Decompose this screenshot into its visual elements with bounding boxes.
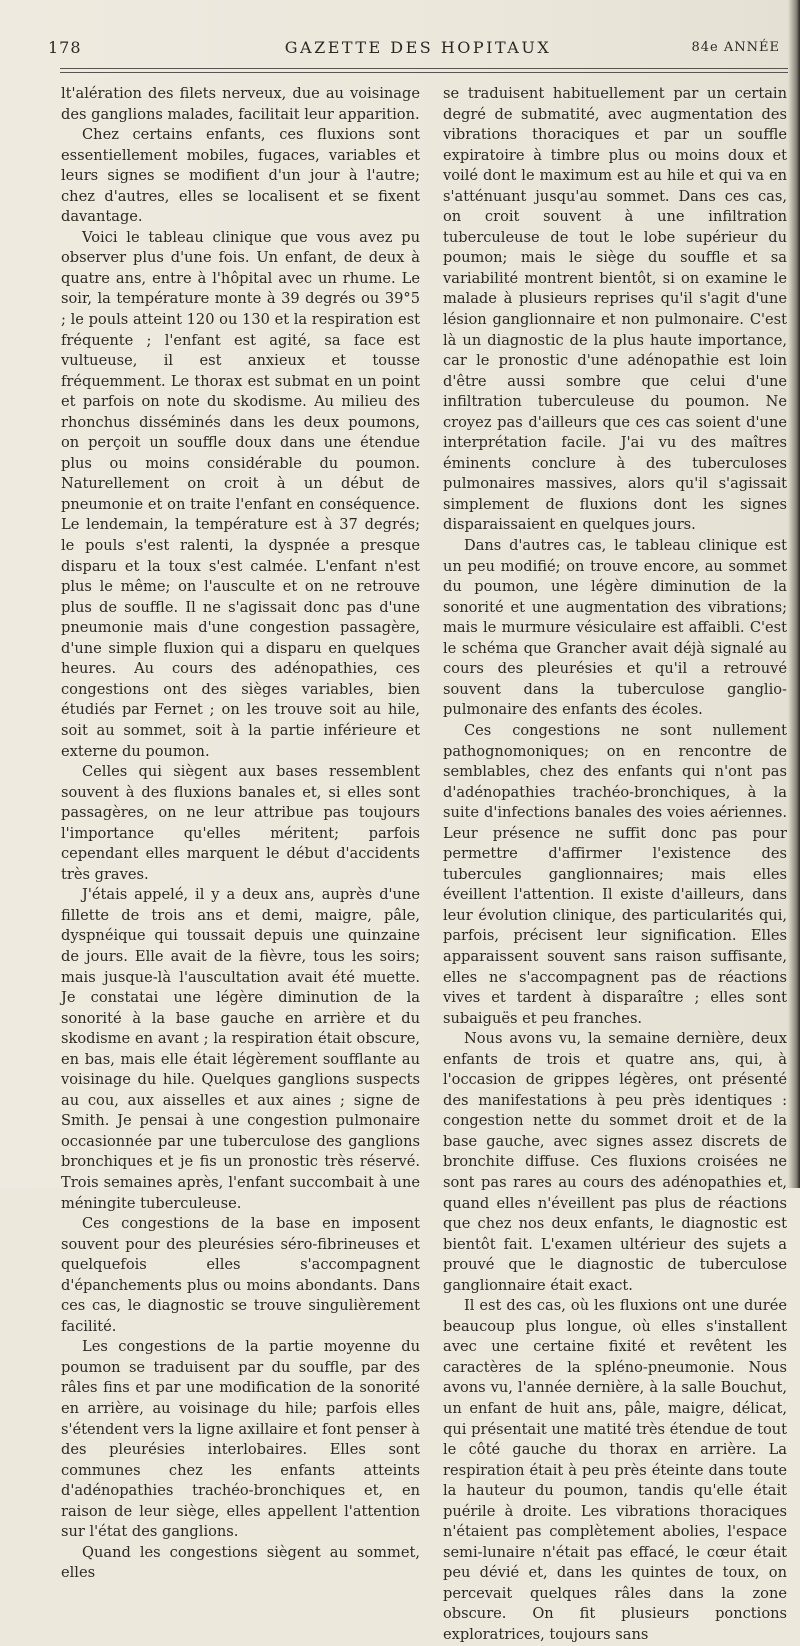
page-header	[48, 38, 788, 62]
journal-title: GAZETTE DES HOPITAUX	[284, 38, 552, 57]
paragraph: Dans d'autres cas, le tableau clinique est un peu modifié; on trouve encore, au sommet du poumon, une légère diminution de la sonorité et une augmentation des vibrations; mais le murmure vésiculaire est affaibli. C'est le schéma que Grancher avait déjà signalé au cours des pleurésies et qu'il a retrouvé souvent dans la tuberculose ganglio-pulmonaire des enfants des écoles.	[443, 537, 787, 719]
paragraph: Nous avons vu, la semaine dernière, deux enfants de trois et quatre ans, qui, à l'occasion de grippes légères, ont présenté des manifestations à peu près identiques : congestion nette du sommet droit et de la base gauche, avec signes assez discrets de bronchite diffuse. Ces fluxions croisées ne sont pas rares au cours des adénopathies et, quand elles n'éveillent pas plus de réactions que chez nos deux enfants, le diagnostic est bientôt fait. L'examen ultérieur des sujets a prouvé que le diagnostic de tuberculose ganglionnaire était exact.	[443, 1030, 787, 1294]
paragraph: Celles qui siègent aux bases ressemblent souvent à des fluxions banales et, si elles sont passagères, on ne leur attribue pas toujours l'importance qu'elles méritent; parfois cependant elles marquent le début d'accidents très graves.	[61, 763, 420, 883]
left-column	[61, 84, 420, 1584]
page-number: 178	[48, 38, 82, 57]
header-rule-bottom	[60, 72, 788, 73]
paragraph: Il est des cas, où les fluxions ont une durée beaucoup plus longue, où elles s'installent avec une certaine fixité et revêtent les caractères de la spléno-pneumonie. Nous avons vu, l'année dernière, à la salle Bouchut, un enfant de huit ans, pâle, maigre, délicat, qui présentait une matité très étendue de tout le côté gauche du thorax en arrière. La respiration était à peu près éteinte dans toute la hauteur du poumon, tandis qu'elle était puérile à droite. Les vibrations thoraciques n'étaient pas complètement abolies, l'espace semi-lunaire n'était pas effacé, le cœur était peu dévié et, dans les quintes de toux, on percevait quelques râles dans la zone obscure. On fit plusieurs ponctions exploratrices, toujours sans	[443, 1297, 787, 1644]
right-column	[443, 84, 787, 1646]
page-edge-shadow	[788, 0, 800, 1188]
paragraph: Les congestions de la partie moyenne du poumon se traduisent par du souffle, par des râles fins et par une modification de la sonorité en arrière, au voisinage du hile; parfois elles s'étendent vers la ligne axillaire et font penser à des pleurésies interlobaires. Elles sont communes chez les enfants atteints d'adénopathies trachéo-bronchiques et, en raison de leur siège, elles appellent l'attention sur l'état des ganglions.	[61, 1338, 420, 1541]
paragraph: Ces congestions de la base en imposent souvent pour des pleurésies séro-fibrineuses et quelquefois elles s'accompagnent d'épanchements plus ou moins abondants. Dans ces cas, le diagnostic se trouve singulièrement facilité.	[61, 1215, 420, 1335]
paragraph: Ces congestions ne sont nullement pathognomoniques; on en rencontre de semblables, chez des enfants qui n'ont pas d'adénopathies trachéo-bronchiques, à la suite d'infections banales des voies aériennes. Leur présence ne suffit donc pas pour permettre d'affirmer l'existence des tubercules ganglionnaires; mais elles éveillent l'attention. Il existe d'ailleurs, dans leur évolution clinique, des particularités qui, parfois, précisent leur signification. Elles apparaissent souvent sans raison suffisante, elles ne s'accompagnent pas de réactions vives et tardent à disparaître ; elles sont subaiguës et peu franches.	[443, 721, 787, 1027]
year-label: 84e ANNÉE	[691, 40, 780, 55]
paragraph: Chez certains enfants, ces fluxions sont essentiellement mobiles, fugaces, variables et leurs signes se modifient d'un jour à l'autre; chez d'autres, elles se localisent et se fixent davantage.	[61, 126, 420, 226]
paragraph: J'étais appelé, il y a deux ans, auprès d'une fillette de trois ans et demi, maigre, pâle, dyspnéique qui toussait depuis une quinzaine de jours. Elle avait de la fièvre, tous les soirs; mais jusque-là l'auscultation avait été muette. Je constatai une légère diminution de la sonorité à la base gauche en arrière et du skodisme en avant ; la respiration était obscure, en bas, mais elle était légèrement soufflante au voisinage du hile. Quelques ganglions suspects au cou, aux aisselles et aux aines ; signe de Smith. Je pensai à une congestion pulmonaire occasionnée par une tuberculose des ganglions bronchiques et je fis un pronostic très réservé. Trois semaines après, l'enfant succombait à une méningite tuberculeuse.	[61, 886, 420, 1212]
paragraph: Voici le tableau clinique que vous avez pu observer plus d'une fois. Un enfant, de deux à quatre ans, entre à l'hôpital avec un rhume. Le soir, la température monte à 39 degrés ou 39°5 ; le pouls atteint 120 ou 130 et la respiration est fréquente ; l'enfant est agité, sa face est vultueuse, il est anxieux et tousse fréquemment. Le thorax est submat en un point et parfois on note du skodisme. Au milieu des rhonchus disséminés dans les deux poumons, on perçoit un souffle doux dans une étendue plus ou moins considérable du poumon. Naturellement on croit à un début de pneumonie et on traite l'enfant en conséquence. Le lendemain, la température est à 37 degrés; le pouls s'est ralenti, la dyspnée a presque disparu et la toux s'est calmée. L'enfant n'est plus le même; on l'ausculte et on ne retrouve plus de souffle. Il ne s'agissait donc pas d'une pneumonie mais d'une congestion passagère, d'une simple fluxion qui a disparu en quelques heures. Au cours des adénopathies, ces congestions ont des sièges variables, bien étudiés par Fernet ; on les trouve soit au hile, soit au sommet, soit à la partie inférieure et externe du poumon.	[61, 228, 420, 760]
header-rule-top	[60, 68, 788, 69]
paragraph: se traduisent habituellement par un certain degré de submatité, avec augmentation des vibrations thoraciques et par un souffle expiratoire à timbre plus ou moins doux et voilé dont le maximum est au hile et qui va en s'atténuant jusqu'au sommet. Dans ces cas, on croit souvent à une infiltration tuberculeuse de tout le lobe supérieur du poumon; mais le siège du souffle et sa variabilité montrent bientôt, si on examine le malade à plusieurs reprises qu'il s'agit d'une lésion ganglionnaire et non pulmonaire. C'est là un diagnostic de la plus haute importance, car le pronostic d'une adénopathie est loin d'être aussi sombre que celui d'une infiltration tuberculeuse du poumon. Ne croyez pas d'ailleurs que ces cas soient d'une interprétation facile. J'ai vu des maîtres éminents conclure à des tuberculoses pulmonaires massives, alors qu'il s'agissait simplement de fluxions dont les signes disparaissaient en quelques jours.	[443, 85, 787, 534]
paragraph: lt'alération des filets nerveux, due au voisinage des ganglions malades, facilitait leur apparition.	[61, 85, 420, 123]
paragraph: Quand les congestions siègent au sommet, elles	[61, 1543, 420, 1582]
